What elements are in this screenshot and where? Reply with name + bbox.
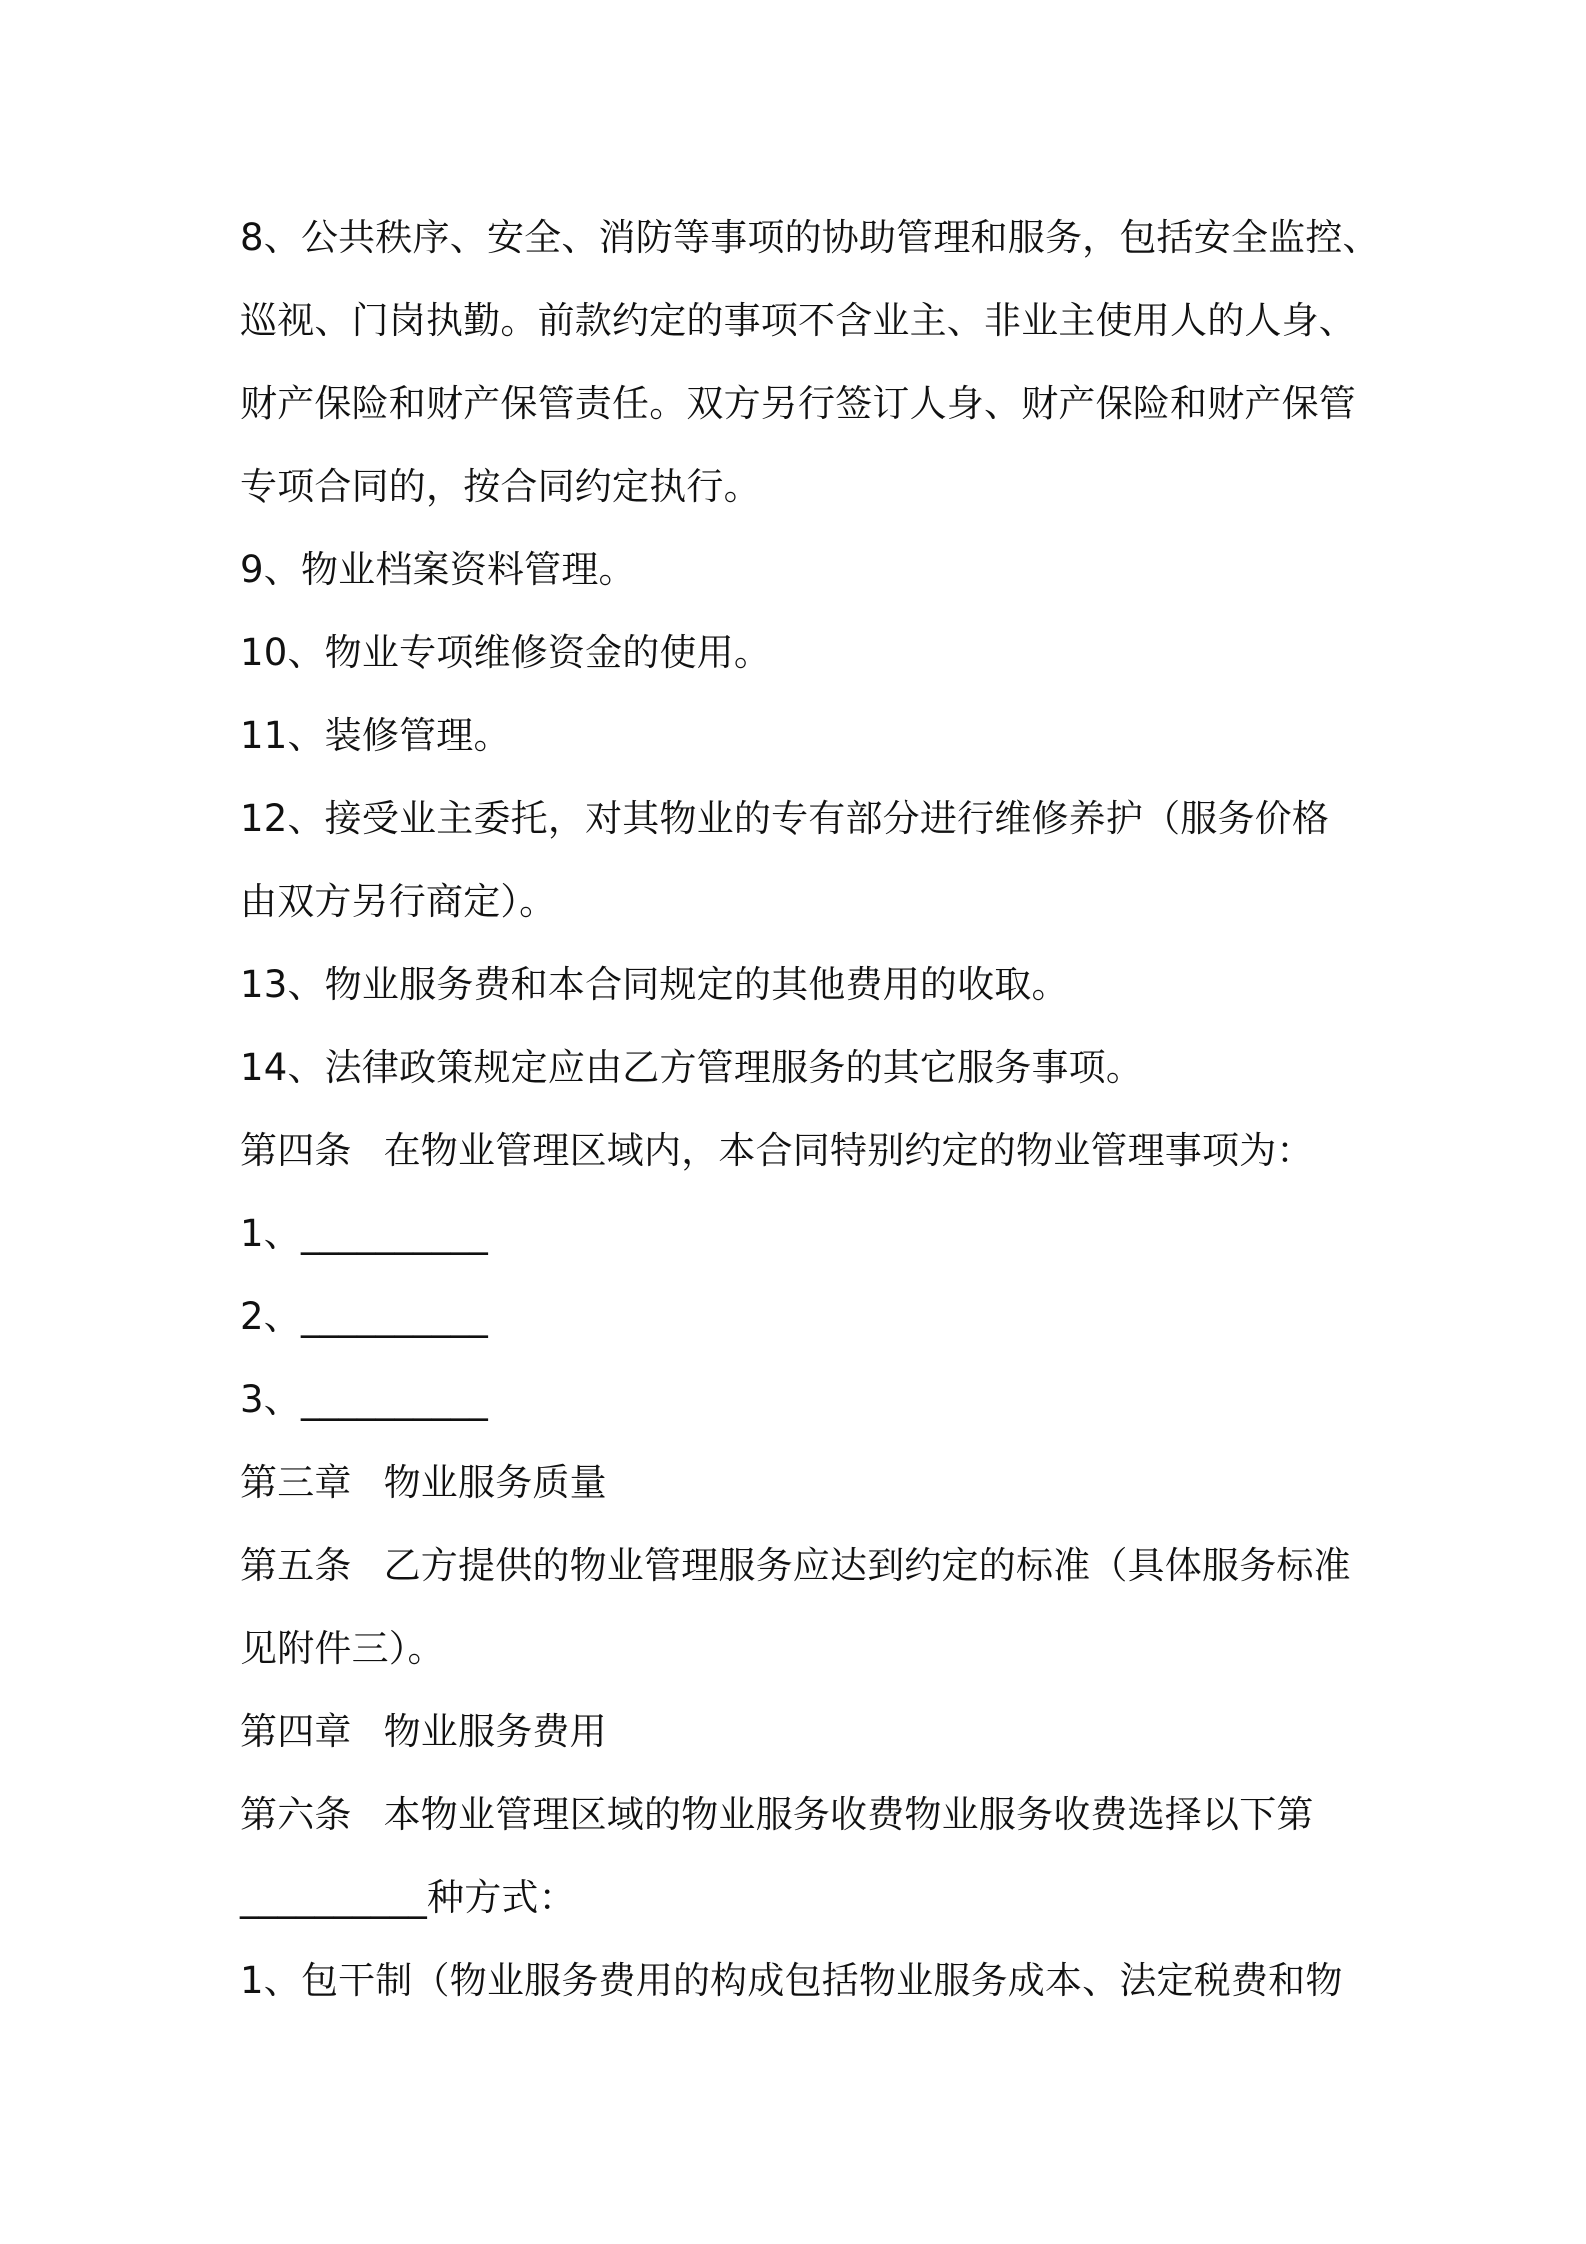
text-line: 14、法律政策规定应由乙方管理服务的其它服务事项。: [240, 1046, 1144, 1089]
article-5-heading: [240, 1524, 1360, 1607]
article-5-label: 第五条: [240, 1544, 352, 1587]
article-5-continuation: 见附件三）。: [240, 1627, 445, 1670]
text-line: 9、物业档案资料管理。: [240, 548, 636, 591]
article-4-text: 在物业管理区域内，本合同特别约定的物业管理事项为：: [383, 1129, 1314, 1172]
text-line: 专项合同的，按合同约定执行。: [240, 465, 761, 508]
blank-item: 3、__________: [240, 1378, 488, 1421]
chapter-4-label: 第四章: [240, 1710, 352, 1753]
chapter-3-label: 第三章: [240, 1461, 352, 1504]
chapter-4-heading: [240, 1690, 1360, 1773]
text-line: 1、包干制（物业服务费用的构成包括物业服务成本、法定税费和物: [240, 1959, 1343, 2002]
text-line: 10、物业专项维修资金的使用。: [240, 631, 772, 674]
text-line: 巡视、门岗执勤。前款约定的事项不含业主、非业主使用人的人身、: [240, 299, 1356, 342]
text-line: 8、公共秩序、安全、消防等事项的协助管理和服务，包括安全监控、: [240, 216, 1380, 259]
blank-item: 2、__________: [240, 1295, 488, 1338]
document-body: [240, 196, 1380, 2022]
text-line: 11、装修管理。: [240, 714, 511, 757]
text-line: 13、物业服务费和本合同规定的其他费用的收取。: [240, 963, 1069, 1006]
article-4-label: 第四条: [240, 1129, 352, 1172]
text-line: 12、接受业主委托，对其物业的专有部分进行维修养护（服务价格: [240, 797, 1330, 840]
chapter-3-heading: [240, 1441, 1360, 1524]
blank-item: 1、__________: [240, 1212, 488, 1255]
article-6-heading: [240, 1773, 1360, 1856]
text-line: 由双方另行商定）。: [240, 880, 557, 923]
article-5-text: 乙方提供的物业管理服务应达到约定的标准（具体服务标准: [383, 1544, 1351, 1587]
chapter-4-title: 物业服务费用: [383, 1710, 607, 1753]
article-6-continuation: __________种方式：: [240, 1876, 576, 1919]
article-6-text: 本物业管理区域的物业服务收费物业服务收费选择以下第: [383, 1793, 1314, 1836]
text-line: 财产保险和财产保管责任。双方另行签订人身、财产保险和财产保管: [240, 382, 1356, 425]
chapter-3-title: 物业服务质量: [383, 1461, 607, 1504]
article-6-label: 第六条: [240, 1793, 352, 1836]
article-4-heading: [240, 1109, 1360, 1192]
